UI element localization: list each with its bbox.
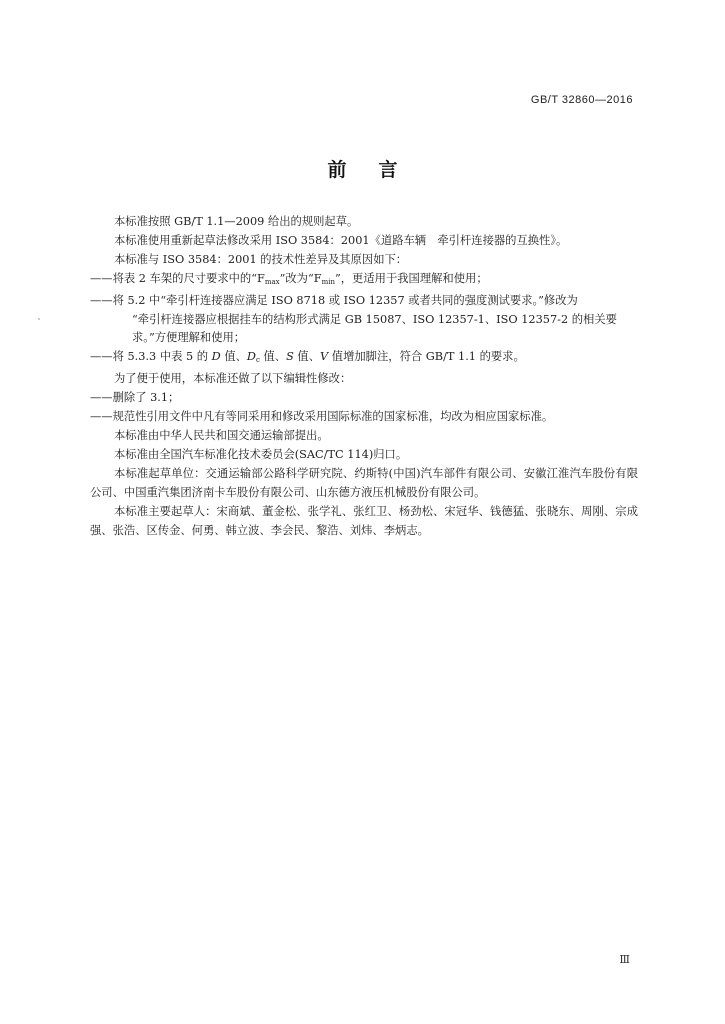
symbol-S: S: [286, 350, 294, 364]
page-title: 前言: [327, 159, 430, 181]
symbol-Dc: D: [246, 350, 256, 364]
difference-3-text-e: 值增加脚注，符合 GB/T 1.1 的要求。: [328, 350, 525, 364]
difference-item-1: [90, 270, 638, 292]
difference-1-text-a: ——将表 2 车架的尺寸要求中的“F: [90, 271, 265, 285]
scan-dot: [38, 318, 40, 320]
paragraph-differences-intro: 本标准与 ISO 3584：2001 的技术性差异及其原因如下：: [114, 252, 408, 266]
editorial-item-1: ——删除了 3.1；: [90, 391, 180, 405]
difference-item-3: [90, 348, 638, 370]
editorial-item-2: ——规范性引用文件中凡有等同采用和修改采用国际标准的国家标准，均改为相应国家标准。: [90, 410, 554, 424]
difference-1-subscript-max: max: [264, 277, 280, 286]
symbol-Dc-subscript: c: [255, 356, 260, 365]
paragraph-drafting-rules: 本标准按照 GB/T 1.1—2009 给出的规则起草。: [114, 215, 359, 228]
difference-1-text-c: ”，更适用于我国理解和使用；: [334, 271, 488, 285]
symbol-V: V: [320, 350, 329, 364]
paragraph-committee: 本标准由全国汽车标准化技术委员会(SAC/TC 114)归口。: [114, 447, 408, 461]
foreword-body: [90, 213, 638, 540]
page-number: Ⅲ: [619, 954, 630, 966]
difference-3-text-a: ——将 5.3.3 中表 5 的: [90, 350, 212, 364]
difference-item-2-line-2: “牵引杆连接器应根据挂车的结构形式满足 GB 15087、ISO 12357-1、ISO 12357-2 的相关要: [132, 312, 617, 326]
standard-code: GB/T 32860—2016: [530, 94, 633, 106]
paragraph-adoption: 本标准使用重新起草法修改采用 ISO 3584：2001《道路车辆 牵引杆连接器的互换性》。: [114, 233, 568, 247]
paragraph-editorial-intro: 为了便于使用，本标准还做了以下编辑性修改：: [114, 372, 352, 386]
difference-1-text-b: ”改为“F: [279, 271, 322, 285]
symbol-D: D: [211, 350, 221, 364]
difference-1-subscript-min: min: [321, 277, 335, 286]
difference-item-2-line-3: 求。”方便理解和使用；: [132, 331, 246, 345]
difference-3-text-d: 值、: [293, 350, 321, 364]
difference-3-text-b: 值、: [220, 350, 247, 364]
paragraph-proposer: 本标准由中华人民共和国交通运输部提出。: [114, 428, 329, 442]
difference-3-text-c: 值、: [259, 350, 287, 364]
paragraph-drafting-units: 本标准起草单位：交通运输部公路科学研究院、约斯特(中国)汽车部件有限公司、安徽江淮汽车股份有限公司、中国重汽集团济南卡车股份有限公司、山东德方液压机械股份有限公司。: [90, 466, 638, 499]
difference-item-2-line-1: ——将 5.2 中“牵引杆连接器应满足 ISO 8718 或 ISO 12357 或者共同的强度测试要求。”修改为: [90, 293, 578, 307]
paragraph-drafters: 本标准主要起草人：宋商斌、董金松、张学礼、张红卫、杨劲松、宋冠华、钱德猛、张晓东、周刚、宗成强、张浩、区传金、何勇、韩立波、李会民、黎浩、刘炜、李炳志。: [90, 504, 638, 537]
